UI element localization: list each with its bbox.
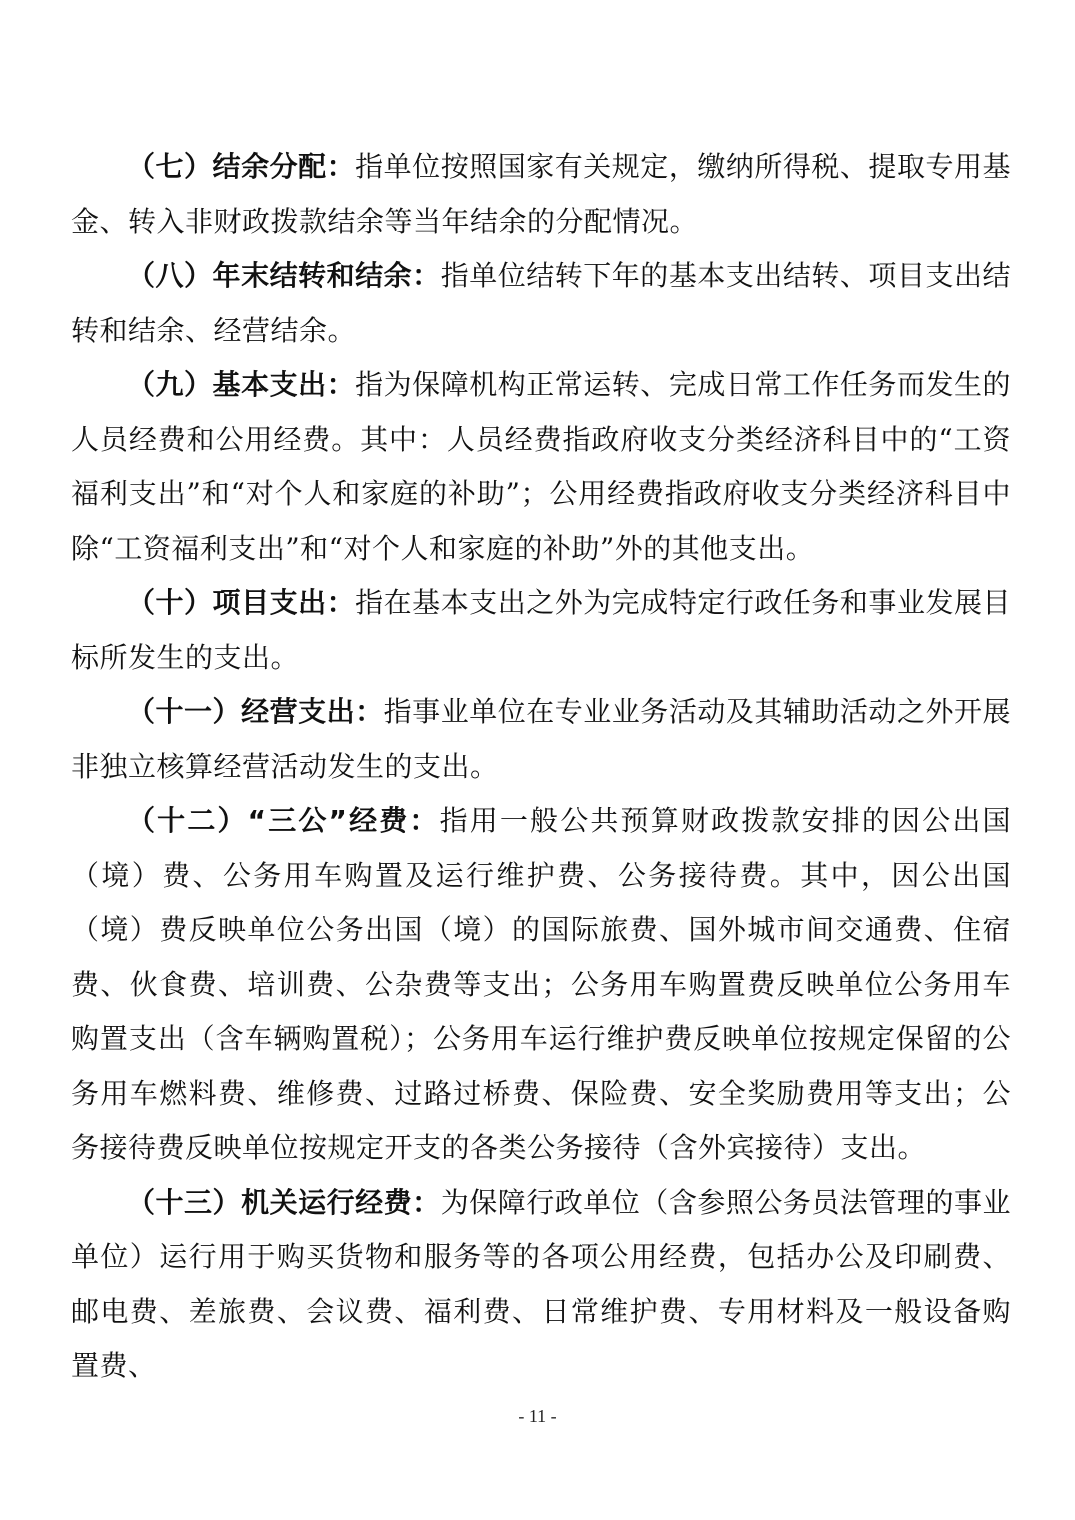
term-heading: （七）结余分配： [127, 150, 356, 183]
term-heading: （十三）机关运行经费： [127, 1185, 441, 1219]
paragraph-item-12 [71, 794, 1011, 1176]
term-heading: （九）基本支出： [127, 368, 356, 401]
paragraph-item-13 [71, 1176, 1011, 1394]
paragraph-item-10 [71, 576, 1011, 685]
paragraph-item-7 [71, 140, 1011, 249]
paragraph-text: 指为保障机构正常运转、完成日常工作任务而发生的人员经费和公用经费。其中：人员经费指政府收支分类经济科目中的“工资福利支出”和“对个人和家庭的补助”；公用经费指政府收支分类经济科目中除“工资福利支出”和“对个人和家庭的补助”外的其他支出。 [71, 368, 1011, 565]
term-heading: （十一）经营支出： [127, 695, 384, 728]
paragraph-item-8 [71, 249, 1011, 358]
paragraph-text: 指单位结转下年的基本支出结转、项目支出结转和结余、经营结余。 [71, 259, 1011, 347]
document-body [71, 140, 1011, 1394]
paragraph-text: 指事业单位在专业业务活动及其辅助活动之外开展非独立核算经营活动发生的支出。 [71, 695, 1011, 783]
paragraph-item-9 [71, 358, 1011, 576]
paragraph-item-11 [71, 685, 1011, 794]
term-heading: （十二）“三公”经费： [127, 804, 440, 837]
term-heading: （十）项目支出： [127, 586, 356, 619]
page-number: - 11 - [518, 1406, 557, 1426]
paragraph-text: 指用一般公共预算财政拨款安排的因公出国（境）费、公务用车购置及运行维护费、公务接待费。其中，因公出国（境）费反映单位公务出国（境）的国际旅费、国外城市间交通费、住宿费、伙食费、培训费、公杂费等支出；公务用车购置费反映单位公务用车购置支出（含车辆购置税）；公务用车运行维护费反映单位按规定保留的公务用车燃料费、维修费、过路过桥费、保险费、安全奖励费用等支出；公务接待费反映单位按规定开支的各类公务接待（含外宾接待）支出。 [71, 804, 1011, 1164]
paragraph-text: 指单位按照国家有关规定，缴纳所得税、提取专用基金、转入非财政拨款结余等当年结余的分配情况。 [71, 150, 1011, 238]
paragraph-text: 为保障行政单位（含参照公务员法管理的事业单位）运行用于购买货物和服务等的各项公用经费，包括办公及印刷费、邮电费、差旅费、会议费、福利费、日常维护费、专用材料及一般设备购置费、 [71, 1185, 1011, 1382]
paragraph-text: 指在基本支出之外为完成特定行政任务和事业发展目标所发生的支出。 [71, 586, 1011, 674]
term-heading: （八）年末结转和结余： [127, 259, 441, 292]
